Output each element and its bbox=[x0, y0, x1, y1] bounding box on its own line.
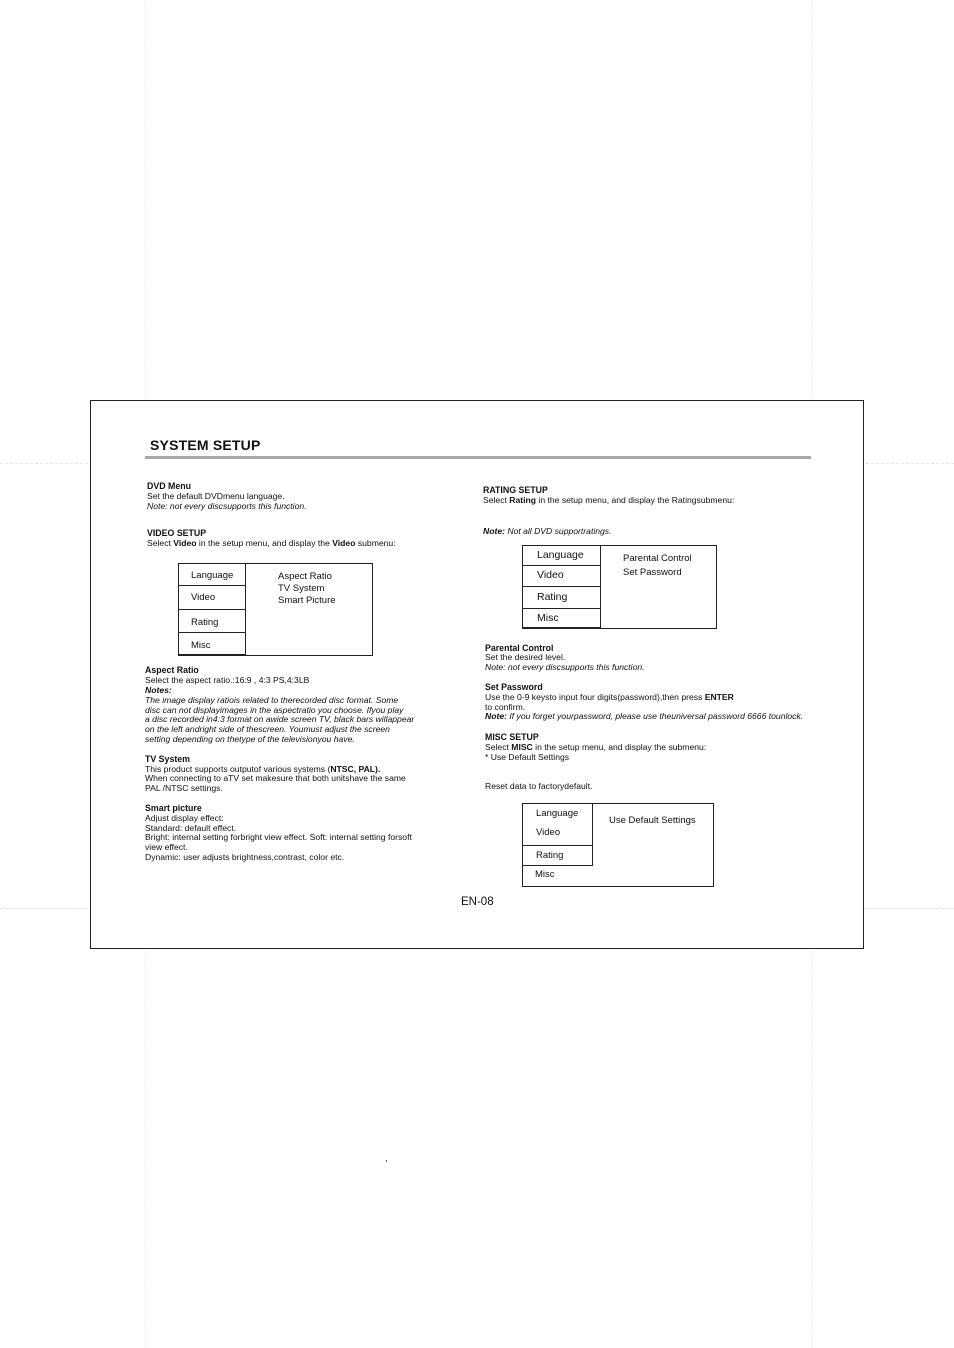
smart-picture-line: Adjust display effect: bbox=[145, 813, 224, 823]
set-password-heading: Set Password bbox=[485, 682, 543, 692]
smart-picture-heading: Smart picture bbox=[145, 803, 202, 813]
menu-item-rating: Rating bbox=[522, 587, 601, 609]
dvd-menu-note: Note: not every discsupports this function. bbox=[147, 501, 307, 511]
video-setup-heading: VIDEO SETUP bbox=[147, 528, 207, 538]
option-set-password: Set Password bbox=[623, 567, 682, 578]
misc-setup-text: Reset data to factorydefault. bbox=[485, 781, 593, 791]
menu-item-video: Video bbox=[178, 586, 246, 610]
menu-item-video: Video bbox=[522, 823, 593, 846]
set-password-text: Use the 0-9 keysto input four digits(password),then press ENTER bbox=[485, 692, 734, 702]
smart-picture-line: view effect. bbox=[145, 842, 188, 852]
menu-item-language: Language bbox=[522, 545, 601, 566]
parental-control-text: Set the desired level. bbox=[485, 652, 566, 662]
parental-control-note: Note: not every discsupports this function. bbox=[485, 662, 645, 672]
misc-setup-heading: MISC SETUP bbox=[485, 732, 539, 742]
dvd-menu-heading: DVD Menu bbox=[147, 481, 191, 491]
tv-system-text: When connecting to aTV set makesure that both unitshave the same bbox=[145, 773, 406, 783]
option-parental-control: Parental Control bbox=[623, 553, 692, 564]
rating-setup-text: Select Rating in the setup menu, and display the Ratingsubmenu: bbox=[483, 495, 735, 505]
option-aspect-ratio: Aspect Ratio bbox=[278, 571, 332, 582]
parental-control-heading: Parental Control bbox=[485, 643, 554, 653]
aspect-ratio-note-line: setting depending on thetype of the televisionyou have. bbox=[145, 734, 355, 744]
menu-item-rating: Rating bbox=[178, 609, 246, 633]
misc-setup-text: * Use Default Settings bbox=[485, 752, 570, 762]
menu-item-rating: Rating bbox=[522, 845, 593, 866]
menu-item-video: Video bbox=[522, 565, 601, 587]
aspect-ratio-note-line: on the left andright side of thescreen. Youmust adjust the screen bbox=[145, 724, 390, 734]
page-number: EN-08 bbox=[461, 896, 494, 908]
aspect-ratio-note-line: disc can not displayimages in the aspectratio you choose. Ifyou play bbox=[145, 705, 404, 715]
rating-note: Note: Not all DVD supportratings. bbox=[483, 526, 612, 536]
option-tv-system: TV System bbox=[278, 583, 325, 594]
aspect-ratio-heading: Aspect Ratio bbox=[145, 665, 199, 675]
tv-system-text: PAL /NTSC settings. bbox=[145, 783, 223, 793]
aspect-ratio-note-line: The image display ratiois related to therecorded disc format. Some bbox=[145, 695, 399, 705]
smart-picture-line: Bright: internal setting forbright view effect. Soft: internal setting forsoft bbox=[145, 832, 412, 842]
tv-system-text: This product supports outputof various systems (NTSC, PAL). bbox=[145, 764, 381, 774]
misc-setup-text: Select MISC in the setup menu, and display the submenu: bbox=[485, 742, 707, 752]
rating-setup-heading: RATING SETUP bbox=[483, 485, 548, 495]
option-use-default-settings: Use Default Settings bbox=[609, 815, 696, 826]
aspect-ratio-notes-label: Notes: bbox=[145, 685, 172, 695]
aspect-ratio-text: Select the aspect ratio.:16:9 , 4:3 PS,4:3LB bbox=[145, 675, 310, 685]
video-setup-text: Select Video in the setup menu, and display the Video submenu: bbox=[147, 538, 396, 548]
set-password-text: to confirm. bbox=[485, 702, 526, 712]
menu-item-language: Language bbox=[522, 803, 593, 824]
tv-system-heading: TV System bbox=[145, 754, 190, 764]
smart-picture-line: Dynamic: user adjusts brightness,contrast, color etc. bbox=[145, 852, 345, 862]
menu-item-misc: Misc bbox=[522, 608, 601, 628]
smart-picture-line: Standard: default effect. bbox=[145, 823, 237, 833]
title-rule bbox=[145, 456, 811, 459]
menu-item-misc: Misc bbox=[178, 632, 246, 655]
stray-mark: , bbox=[385, 1153, 388, 1163]
menu-item-language: Language bbox=[178, 563, 246, 586]
page-title: SYSTEM SETUP bbox=[150, 437, 261, 453]
dvd-menu-text: Set the default DVDmenu language. bbox=[147, 491, 285, 501]
set-password-note: Note: If you forget yourpassword, please use theuniversal password 6666 tounlock. bbox=[485, 711, 804, 721]
option-smart-picture: Smart Picture bbox=[278, 595, 336, 606]
aspect-ratio-note-line: a disc recorded in4:3 format on awide screen TV, black bars willappear bbox=[145, 714, 415, 724]
menu-item-misc: Misc bbox=[535, 869, 555, 880]
